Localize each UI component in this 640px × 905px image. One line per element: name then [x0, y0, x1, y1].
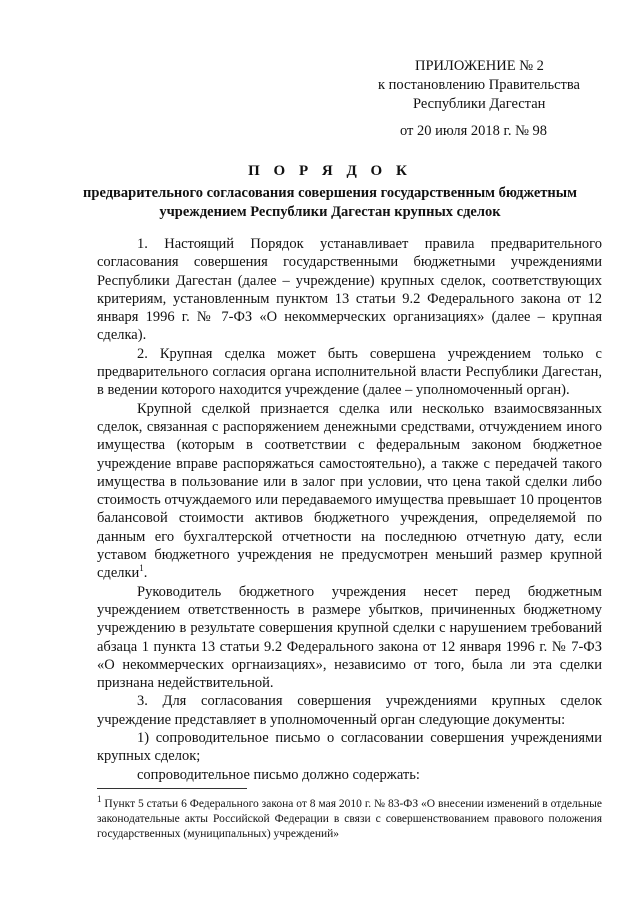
- document-body: [97, 235, 602, 784]
- footnote-marker: 1: [97, 794, 102, 805]
- paragraph-3: Крупной сделкой признается сделка или несколько взаимосвязанных сделок, связанная с распоряжением денежными средствами, отчуждением иного имущества (которым в соответствии с федеральным законом бюджетное учреждение вправе распоряжаться самостоятельно), а также с передачей такого имущества в пользование или в залог при условии, что цена такой сделки либо стоимость отчуждаемого или передаваемого имущества превышает 10 процентов балансовой стоимости активов бюджетного учреждения, определяемой по данным его бухгалтерской отчетности на последнюю отчетную дату, если уставом бюджетного учреждения не предусмотрен меньший размер крупной сделки$^1$.: [97, 400, 602, 582]
- footnote-divider: [97, 788, 247, 789]
- title-main: П О Р Я Д О К: [248, 163, 412, 179]
- paragraph-4: Руководитель бюджетного учреждения несет перед бюджетным учреждением ответственность в размере убытков, причиненных бюджетному учреждению в результате совершения крупной сделки с нарушением требований абзаца 1 пункта 13 статьи 9.2 Федерального закона от 12 января 1996 г. № 7-ФЗ «О некоммерческих оргнаизациях», независимо от того, была ли эта сделки признана недействительной.: [97, 583, 602, 692]
- paragraph-3-text: Крупной сделкой признается сделка или несколько взаимосвязанных сделок, связанная с распоряжением денежными средствами, отчуждением иного имущества (которым в соответствии с федеральным законом бюджетное учреждение вправе распоряжаться самостоятельно), а также с передачей такого имущества в пользование или в залог при условии, что цена такой сделки либо стоимость отчуждаемого или передаваемого имущества превышает 10 процентов балансовой стоимости активов бюджетного учреждения, определяемой по данным его бухгалтерской отчетности на последнюю отчетную дату, если уставом бюджетного учреждения не предусмотрен меньший размер крупной сделки: [97, 400, 602, 582]
- appendix-date: от 20 июля 2018 г. № 98: [400, 123, 548, 139]
- paragraph-1: 1. Настоящий Порядок устанавливает правила предварительного согласования совершения государственными бюджетными учреждениями Республики Дагестан (далее – учреждение) крупных сделок, соответствующих критериям, установленным пунктом 13 статьи 9.2 Федерального закона от 12 января 1996 г. № 7-ФЗ «О некоммерческих организациях» (далее – крупная сделка).: [97, 236, 602, 344]
- title-subtitle: предварительного согласования совершения государственным бюджетным учреждением Республики Дагестан крупных сделок: [83, 185, 577, 220]
- appendix-republic: Республики Дагестан: [413, 96, 546, 112]
- paragraph-5: 3. Для согласования совершения учреждениями крупных сделок учреждение представляет в уполномоченный орган следующие документы:: [97, 693, 602, 728]
- document-title: [80, 163, 580, 222]
- footnote-text: Пункт 5 статьи 6 Федерального закона от 8 мая 2010 г. № 83-ФЗ «О внесении изменений в отдельные законодательные акты Российской Федерации в связи с совершенствованием правового положения государственных (муниципальных) учреждений»: [97, 798, 603, 840]
- appendix-resolution: к постановлению Правительства: [378, 77, 580, 93]
- footnote: [97, 794, 603, 842]
- paragraph-2: 2. Крупная сделка может быть совершена учреждением только с предварительного согласия органа исполнительной власти Республики Дагестан, в ведении которого находится учреждение (далее – уполномоченный орган).: [97, 345, 602, 399]
- paragraph-6: 1) сопроводительное письмо о согласовании совершения учреждениями крупных сделок;: [97, 730, 602, 765]
- appendix-header: [378, 57, 608, 141]
- footnote-reference: 1: [139, 563, 144, 574]
- appendix-title: ПРИЛОЖЕНИЕ № 2: [415, 58, 544, 74]
- paragraph-7: сопроводительное письмо должно содержать:: [137, 766, 420, 783]
